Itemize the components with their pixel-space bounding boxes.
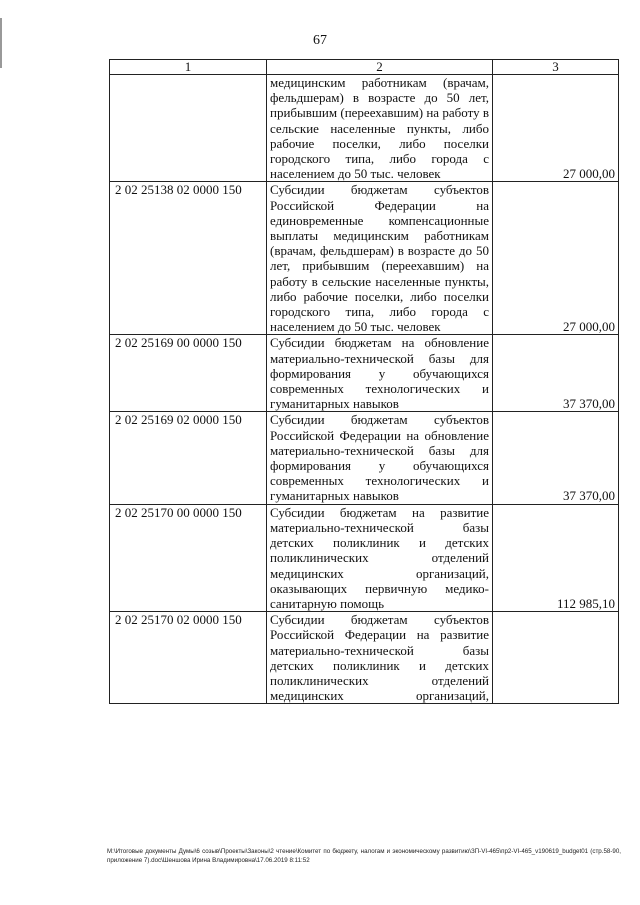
row-code: 2 02 25169 02 0000 150 bbox=[110, 412, 267, 504]
row-description: Субсидии бюджетам на развитие материально-технической базы детских поликлиник и детских поликлинических отделений медицинских организаций, оказывающих первичную медико-санитарную помощь bbox=[267, 504, 493, 611]
column-header-1: 1 bbox=[110, 60, 267, 75]
table-row bbox=[110, 612, 619, 704]
column-header-3: 3 bbox=[493, 60, 619, 75]
row-amount: 37 370,00 bbox=[493, 335, 619, 412]
row-code: 2 02 25169 00 0000 150 bbox=[110, 335, 267, 412]
table-row bbox=[110, 412, 619, 504]
row-amount: 27 000,00 bbox=[493, 75, 619, 182]
column-header-2: 2 bbox=[267, 60, 493, 75]
table-row bbox=[110, 75, 619, 182]
table-row bbox=[110, 335, 619, 412]
row-description: медицинским работникам (врачам, фельдшерам) в возрасте до 50 лет, прибывшим (переехавшим) на работу в сельские населенные пункты, либо рабочие поселки, либо поселки городского типа, либо города с населением до 50 тыс. человек bbox=[267, 75, 493, 182]
page-number: 67 bbox=[313, 33, 327, 48]
row-amount: 37 370,00 bbox=[493, 412, 619, 504]
row-amount bbox=[493, 612, 619, 704]
row-code: 2 02 25170 00 0000 150 bbox=[110, 504, 267, 611]
row-amount: 112 985,10 bbox=[493, 504, 619, 611]
row-description: Субсидии бюджетам на обновление материально-технической базы для формирования у обучающихся современных технологических и гуманитарных навыков bbox=[267, 335, 493, 412]
row-description: Субсидии бюджетам субъектов Российской Федерации на единовременные компенсационные выплаты медицинским работникам (врачам, фельдшерам) в возрасте до 50 лет, прибывшим (переехавшим) на работу в сельские населенные пункты, либо рабочие поселки, либо поселки городского типа, либо города с населением до 50 тыс. человек bbox=[267, 182, 493, 335]
budget-table bbox=[109, 59, 619, 704]
row-description: Субсидии бюджетам субъектов Российской Федерации на обновление материально-технической базы для формирования у обучающихся современных технологических и гуманитарных навыков bbox=[267, 412, 493, 504]
document-file-path: M:\Итоговые документы Думы\6 созыв\Проекты\Законы\2 чтение\Комитет по бюджету, налогам и экономическому развитию\ЗП-VI-465\пр2-VI-465_v190619_budget01 (стр.58-90, приложение 7).doc\Шеншова Ирина Владимировна\17.06.2019 8:11:52 bbox=[107, 848, 621, 864]
row-code: 2 02 25138 02 0000 150 bbox=[110, 182, 267, 335]
table-row bbox=[110, 504, 619, 611]
row-description: Субсидии бюджетам субъектов Российской Федерации на развитие материально-технической базы детских поликлиник и детских поликлинических отделений медицинских организаций, bbox=[267, 612, 493, 704]
table-row bbox=[110, 182, 619, 335]
table-header-row bbox=[110, 60, 619, 75]
row-amount: 27 000,00 bbox=[493, 182, 619, 335]
row-code: 2 02 25170 02 0000 150 bbox=[110, 612, 267, 704]
row-code bbox=[110, 75, 267, 182]
